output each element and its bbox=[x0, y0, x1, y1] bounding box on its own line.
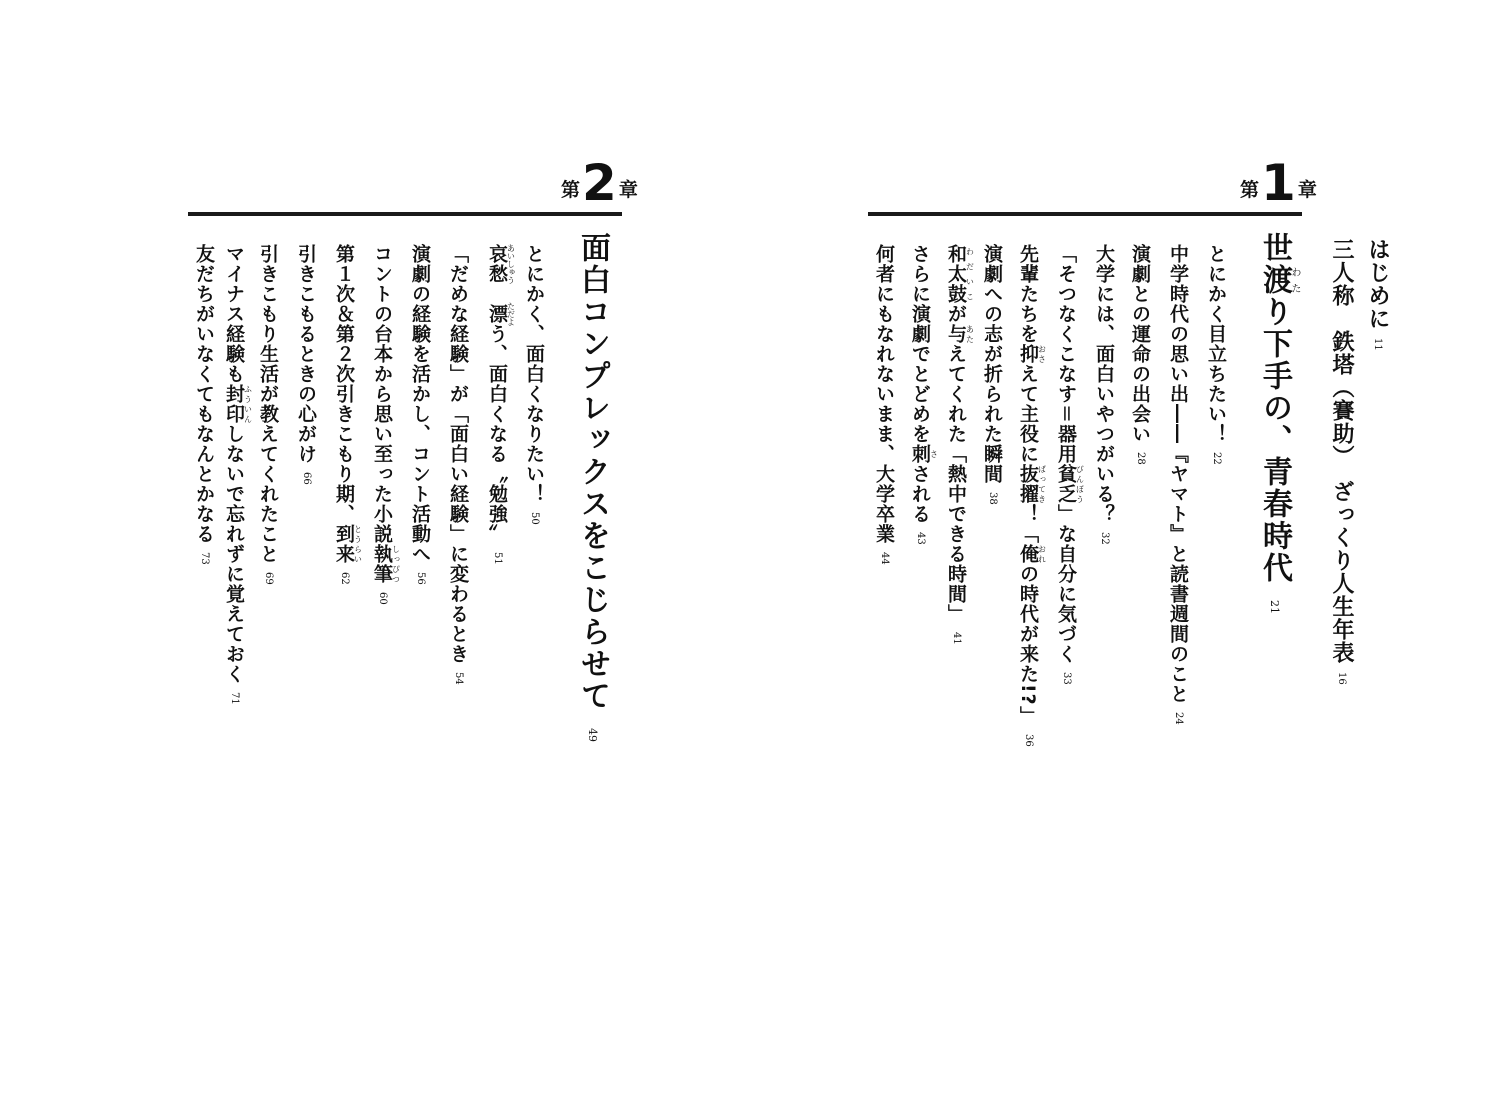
ruby-word: 和太鼓わだいこ bbox=[945, 244, 975, 304]
toc-entry-text: 演劇との運命の出会い bbox=[1129, 244, 1151, 444]
toc-entry-page: 62 bbox=[339, 572, 350, 585]
toc-entry-text: コントの台本から思い至った小説 bbox=[371, 244, 393, 544]
chapter1-label-prefix: 第 bbox=[1240, 179, 1260, 201]
toc-entry-text: 友だちがいなくてもなんとかなる bbox=[193, 244, 215, 544]
toc-entry bbox=[522, 244, 546, 525]
chapter2-title-text: 面白コンプレックスをこじらせて bbox=[575, 232, 610, 712]
toc-entry bbox=[1054, 244, 1084, 685]
toc-entry-page: 56 bbox=[415, 572, 426, 585]
toc-entry bbox=[370, 244, 400, 605]
toc-entry-text: 三人称 鉄塔（賽助） ざっくり人生年表 bbox=[1329, 238, 1354, 664]
toc-entry-page: 41 bbox=[951, 632, 962, 645]
chapter2-number: 2 bbox=[582, 154, 617, 212]
toc-entry-text: えて主役に bbox=[1017, 364, 1039, 464]
toc-entry-page: 33 bbox=[1061, 672, 1072, 685]
chapter1-heading bbox=[1240, 154, 1317, 212]
toc-entry bbox=[980, 244, 1004, 505]
toc-entry-text: 大学には、面白いやつがいる？ bbox=[1093, 244, 1115, 524]
chapter1-label-suffix: 章 bbox=[1297, 179, 1317, 201]
toc-entry-page: 71 bbox=[229, 692, 240, 705]
chapter1-title bbox=[1256, 232, 1300, 614]
ruby-word: 貧乏びんぼう bbox=[1055, 464, 1085, 505]
toc-entry-page: 38 bbox=[987, 492, 998, 505]
toc-entry-page: 36 bbox=[1023, 733, 1034, 747]
toc-entry-text: う、面白くなる〝勉強〟 bbox=[486, 324, 508, 544]
right-page bbox=[750, 0, 1500, 1102]
toc-entry-page: 66 bbox=[301, 472, 312, 485]
toc-entry-page: 16 bbox=[1336, 672, 1347, 685]
toc-entry-text: はじめに bbox=[1365, 238, 1390, 330]
toc-entry bbox=[872, 244, 896, 565]
toc-entry-text: の時代が来た!?」 bbox=[1017, 564, 1039, 726]
chapter2-label-suffix: 章 bbox=[618, 179, 638, 201]
ruby-word: 封印ふういん bbox=[223, 384, 253, 424]
toc-entry-text: 「そつなくこなす＝器用 bbox=[1055, 244, 1077, 465]
toc-entry-text: とにかく目立ちたい！ bbox=[1205, 244, 1227, 444]
toc-entry bbox=[222, 244, 252, 705]
toc-entry-text: とにかく、面白くなりたい！ bbox=[523, 244, 545, 504]
toc-entry-page: 60 bbox=[377, 592, 388, 605]
toc-entry-page: 50 bbox=[529, 512, 540, 525]
chapter1-title-page: 21 bbox=[1268, 600, 1281, 614]
toc-entry-text: しないで忘れずに覚えておく bbox=[223, 424, 245, 684]
toc-entry bbox=[1128, 244, 1152, 465]
front-entry-timeline bbox=[1328, 238, 1354, 685]
toc-entry-page: 28 bbox=[1135, 452, 1146, 465]
toc-entry-page: 69 bbox=[263, 572, 274, 585]
ruby-word: 執筆しっぴつ bbox=[371, 544, 401, 584]
toc-entry-page: 43 bbox=[915, 532, 926, 545]
toc-entry bbox=[1092, 244, 1116, 545]
toc-entry-text: さらに演劇でとどめを bbox=[909, 244, 931, 444]
toc-entry bbox=[1166, 244, 1190, 725]
toc-entry bbox=[294, 244, 318, 485]
chapter2-title-page: 49 bbox=[586, 728, 599, 742]
toc-entry-page: 22 bbox=[1211, 452, 1222, 465]
toc-entry-text: 演劇への志が折られた瞬間 bbox=[981, 244, 1003, 484]
toc-entry bbox=[944, 244, 974, 645]
toc-entry-text: 」な自分に気づく bbox=[1055, 504, 1077, 665]
toc-entry bbox=[408, 244, 432, 585]
chapter2-label-prefix: 第 bbox=[561, 179, 581, 201]
ruby-word: 与あた bbox=[945, 324, 975, 344]
toc-entry bbox=[192, 244, 216, 565]
toc-entry-text: される bbox=[909, 464, 931, 524]
ruby-word: 刺さ bbox=[909, 444, 939, 464]
front-entry-intro bbox=[1364, 238, 1390, 351]
ruby-word: 漂ただよ bbox=[486, 302, 516, 326]
ruby-word: 哀愁あいしゅう bbox=[486, 244, 516, 284]
toc-entry-text: 第１次＆第２次引きこもり期、 bbox=[333, 244, 355, 524]
toc-entry bbox=[256, 244, 280, 585]
toc-entry-page: 51 bbox=[492, 552, 503, 565]
chapter1-title-text: り下手の、青春時代 bbox=[1257, 296, 1292, 584]
chapter2-title bbox=[574, 232, 610, 742]
toc-entry-page: 73 bbox=[199, 552, 210, 565]
toc-entry bbox=[332, 244, 362, 585]
chapter1-rule bbox=[868, 212, 1302, 216]
toc-entry-text: えてくれた「熱中できる時間」 bbox=[945, 344, 967, 624]
toc-entry-text: マイナス経験も bbox=[223, 244, 245, 384]
chapter1-title-text: 世 bbox=[1257, 232, 1292, 264]
toc-entry-text: 先輩たちを bbox=[1017, 244, 1039, 344]
ruby-word: 抑おさ bbox=[1017, 344, 1047, 364]
chapter2-rule bbox=[188, 212, 622, 216]
toc-entry bbox=[1016, 244, 1046, 746]
toc-entry-text: 引きこもり生活が教えてくれたこと bbox=[257, 244, 279, 564]
toc-entry-page: 32 bbox=[1099, 532, 1110, 545]
ruby-word: 渡わた bbox=[1257, 264, 1300, 296]
toc-entry-text: 中学時代の思い出――『ヤマト』と読書週間のこと bbox=[1167, 244, 1189, 704]
chapter2-heading bbox=[561, 154, 638, 212]
toc-entry-text: が bbox=[945, 304, 967, 324]
toc-entry-page: 54 bbox=[453, 672, 464, 685]
toc-entry-text: 「だめな経験」が「面白い経験」に変わるとき bbox=[447, 244, 469, 664]
toc-entry-text: 引きこもるときの心がけ bbox=[295, 244, 317, 464]
ruby-word: 抜擢ばってき bbox=[1017, 464, 1047, 504]
toc-entry bbox=[446, 244, 470, 685]
toc-entry-page: 44 bbox=[879, 552, 890, 565]
toc-entry-text: ！「 bbox=[1017, 504, 1039, 544]
toc-entry bbox=[1204, 244, 1228, 465]
toc-entry bbox=[485, 244, 515, 565]
toc-entry-text: 何者にもなれないまま、大学卒業 bbox=[873, 244, 895, 544]
toc-entry bbox=[908, 244, 938, 545]
toc-entry-page: 11 bbox=[1372, 338, 1383, 351]
ruby-word: 俺おれ bbox=[1017, 544, 1047, 564]
toc-entry-text: 演劇の経験を活かし、コント活動へ bbox=[409, 244, 431, 564]
toc-entry-page: 24 bbox=[1173, 712, 1184, 725]
ruby-word: 到来とうらい bbox=[333, 524, 363, 564]
chapter1-number: 1 bbox=[1261, 154, 1296, 212]
